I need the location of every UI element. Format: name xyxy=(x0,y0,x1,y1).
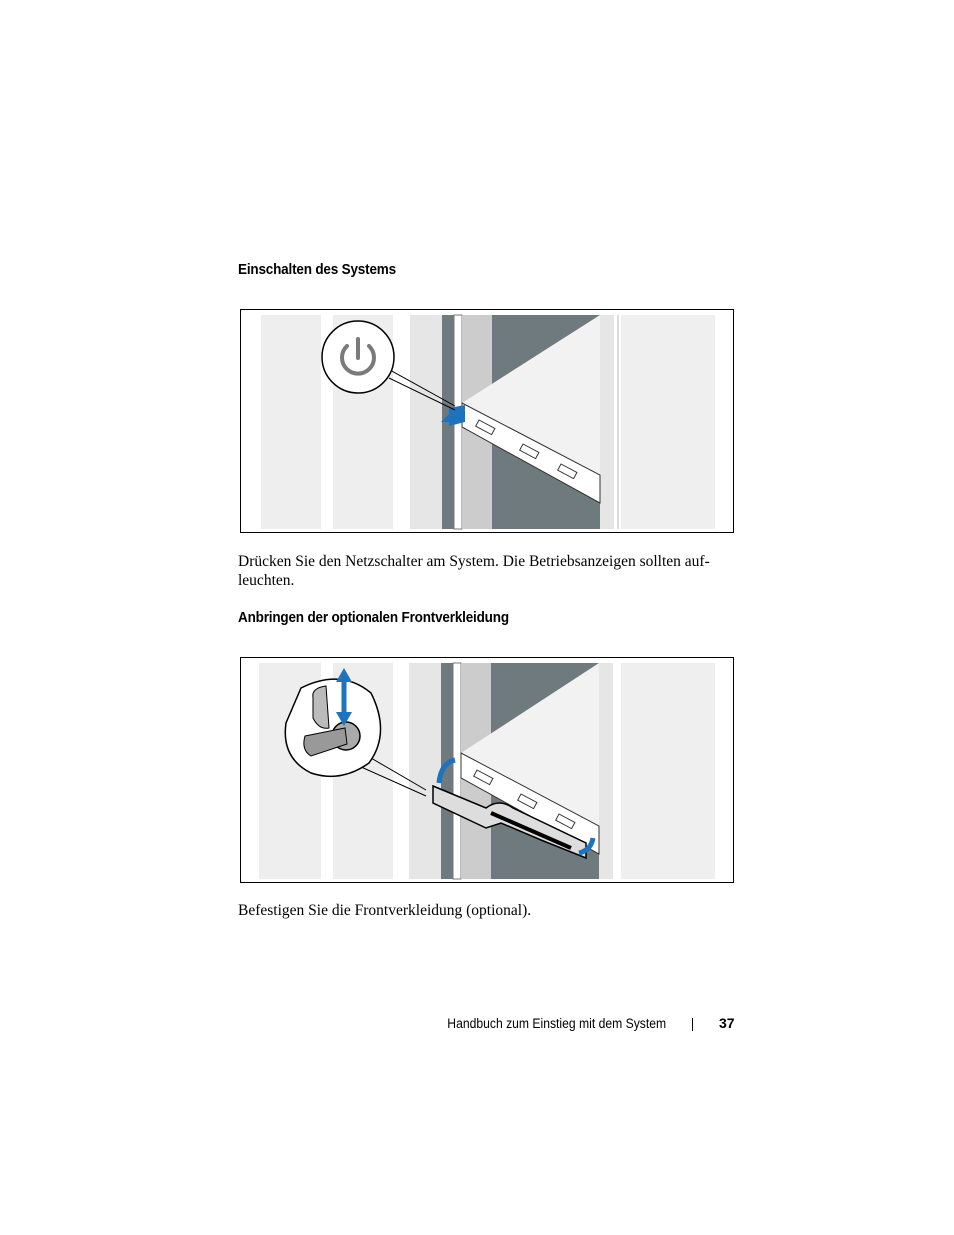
section-heading-power-on: Einschalten des Systems xyxy=(238,261,396,278)
instruction-bezel: Befestigen Sie die Frontverkleidung (optional). xyxy=(238,902,532,919)
figure-power-on xyxy=(240,309,734,533)
rack-illustration-bezel xyxy=(241,658,735,884)
instruction-power-on-line1: Drücken Sie den Netzschalter am System. Die Betriebsanzeigen sollten auf- xyxy=(238,553,710,570)
section-heading-bezel: Anbringen der optionalen Frontverkleidung xyxy=(238,609,509,626)
rack-illustration-power xyxy=(241,310,735,534)
instruction-power-on xyxy=(238,552,734,590)
figure-bezel xyxy=(240,657,734,883)
footer-document-title: Handbuch zum Einstieg mit dem System xyxy=(447,1016,666,1031)
footer-page-number: 37 xyxy=(719,1015,735,1031)
footer-separator xyxy=(692,1018,693,1031)
instruction-power-on-line2: leuchten. xyxy=(238,572,295,589)
